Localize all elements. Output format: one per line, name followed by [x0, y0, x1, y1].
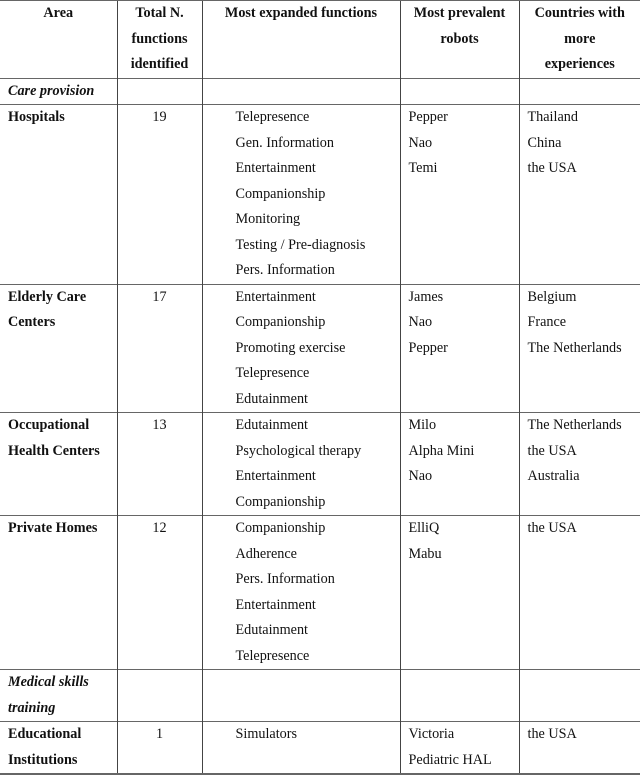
function-item: Monitoring: [235, 211, 301, 227]
function-item: Edutainment: [235, 390, 308, 407]
table-row: [0, 413, 640, 516]
function-item: Companionship: [235, 314, 326, 330]
header-text: Area: [43, 5, 74, 21]
robot-item: Nao: [408, 134, 433, 151]
robots-cell: [400, 284, 519, 413]
function-item: Companionship: [235, 520, 326, 536]
area-cell: [0, 105, 117, 285]
area-text: Educational: [8, 726, 82, 742]
section-text: Medical skills: [8, 674, 89, 690]
table-row: [0, 284, 640, 413]
area-cell: [0, 284, 117, 413]
function-item: Entertainment: [235, 288, 316, 305]
country-item: The Netherlands: [527, 417, 622, 433]
section-text: Care provision: [8, 82, 95, 99]
robot-item: Mabu: [408, 545, 442, 562]
robot-item: Alpha Mini: [408, 442, 475, 459]
empty-cell: [202, 78, 400, 105]
total-cell: 12: [117, 516, 202, 670]
function-item: Companionship: [235, 493, 326, 510]
robots-cell: [400, 722, 519, 775]
area-text: Hospitals: [8, 109, 65, 125]
section-row: [0, 670, 640, 722]
area-cell: [0, 516, 117, 670]
header-text: Most expanded functions: [224, 5, 378, 21]
area-text: Centers: [8, 314, 56, 330]
empty-cell: [117, 670, 202, 722]
country-item: the USA: [527, 520, 577, 536]
table-row: [0, 722, 640, 775]
robot-item: ElliQ: [408, 520, 440, 536]
function-item: Adherence: [235, 545, 297, 562]
countries-cell: [519, 105, 640, 285]
header-text: identified: [130, 56, 189, 72]
country-item: Belgium: [527, 288, 577, 305]
header-text: robots: [440, 30, 479, 47]
header-text: experiences: [544, 56, 615, 72]
functions-cell: [202, 722, 400, 775]
function-item: Companionship: [235, 185, 326, 202]
robot-item: Victoria: [408, 726, 455, 742]
robot-item: Pepper: [408, 339, 448, 356]
section-label: [0, 78, 117, 105]
area-text: Health Centers: [8, 442, 100, 459]
function-item: Edutainment: [235, 622, 308, 638]
empty-cell: [400, 670, 519, 722]
function-item: Entertainment: [235, 160, 316, 176]
total-cell: 17: [117, 284, 202, 413]
function-item: Psychological therapy: [235, 442, 362, 459]
country-item: the USA: [527, 726, 577, 742]
country-item: The Netherlands: [527, 339, 622, 356]
area-cell: [0, 722, 117, 775]
country-item: France: [527, 314, 567, 330]
total-cell: 1: [117, 722, 202, 775]
header-total: [117, 1, 202, 79]
section-text: training: [8, 699, 56, 716]
functions-cell: [202, 105, 400, 285]
function-item: Simulators: [235, 726, 297, 742]
country-item: the USA: [527, 160, 577, 176]
header-text: functions: [131, 30, 188, 47]
robots-cell: [400, 516, 519, 670]
function-item: Gen. Information: [235, 134, 334, 151]
function-item: Pers. Information: [235, 262, 335, 278]
empty-cell: [519, 670, 640, 722]
header-text: more: [564, 30, 596, 47]
empty-cell: [202, 670, 400, 722]
function-item: Entertainment: [235, 468, 316, 484]
robots-cell: [400, 105, 519, 285]
section-label: [0, 670, 117, 722]
section-row: [0, 78, 640, 105]
functions-cell: [202, 516, 400, 670]
total-cell: 19: [117, 105, 202, 285]
function-item: Promoting exercise: [235, 339, 346, 356]
header-countries: [519, 1, 640, 79]
header-text: Countries with: [534, 5, 625, 21]
country-item: the USA: [527, 442, 577, 459]
robot-item: Pepper: [408, 109, 448, 125]
header-area: [0, 1, 117, 79]
function-item: Entertainment: [235, 596, 316, 613]
header-functions: [202, 1, 400, 79]
area-text: Institutions: [8, 751, 78, 768]
robot-item: James: [408, 288, 444, 305]
countries-cell: [519, 516, 640, 670]
area-text: Elderly Care: [8, 288, 87, 305]
header-text: Most prevalent: [413, 5, 506, 21]
empty-cell: [400, 78, 519, 105]
function-item: Telepresence: [235, 109, 310, 125]
total-cell: 13: [117, 413, 202, 516]
robots-cell: [400, 413, 519, 516]
robot-item: Temi: [408, 160, 438, 176]
country-item: China: [527, 134, 562, 151]
function-item: Pers. Information: [235, 571, 335, 587]
table-row: [0, 105, 640, 285]
header-text: Total N.: [135, 5, 184, 21]
function-item: Telepresence: [235, 365, 310, 381]
empty-cell: [117, 78, 202, 105]
function-item: Telepresence: [235, 647, 310, 664]
functions-cell: [202, 413, 400, 516]
robot-item: Pediatric HAL: [408, 751, 492, 768]
robot-item: Nao: [408, 314, 433, 330]
country-item: Australia: [527, 468, 580, 484]
table-row: [0, 516, 640, 670]
countries-cell: [519, 284, 640, 413]
countries-cell: [519, 413, 640, 516]
robot-item: Milo: [408, 417, 437, 433]
empty-cell: [519, 78, 640, 105]
area-cell: [0, 413, 117, 516]
header-row: [0, 1, 640, 79]
functions-cell: [202, 284, 400, 413]
header-robots: [400, 1, 519, 79]
robot-item: Nao: [408, 468, 433, 484]
area-text: Occupational: [8, 417, 90, 433]
function-item: Edutainment: [235, 417, 308, 433]
function-item: Testing / Pre-diagnosis: [235, 236, 366, 253]
country-item: Thailand: [527, 109, 578, 125]
countries-cell: [519, 722, 640, 775]
area-text: Private Homes: [8, 520, 98, 536]
